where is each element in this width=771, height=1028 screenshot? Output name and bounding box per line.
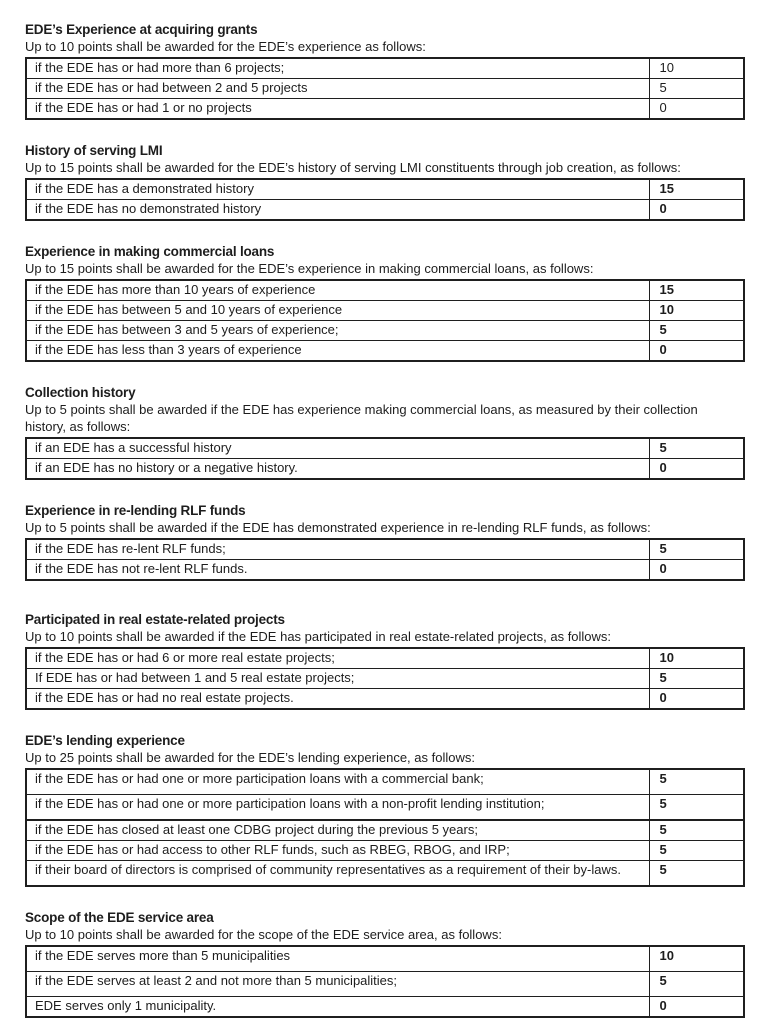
criteria-cell: if the EDE has not re-lent RLF funds. <box>26 560 649 581</box>
criteria-table <box>25 538 745 581</box>
section-heading: Scope of the EDE service area <box>25 910 214 925</box>
points-cell: 0 <box>649 459 744 480</box>
criteria-cell: if the EDE has no demonstrated history <box>26 200 649 221</box>
table-row <box>26 459 744 480</box>
points-cell: 5 <box>649 438 744 459</box>
section-description-line-1: Up to 5 points shall be awarded if the EDE has experience making commercial loans, as measured by their collection <box>25 402 698 417</box>
points-cell: 0 <box>649 99 744 120</box>
points-cell: 15 <box>649 179 744 200</box>
section-lending-experience <box>25 732 745 887</box>
points-cell: 0 <box>649 689 744 710</box>
section-heading: Experience in re-lending RLF funds <box>25 503 246 518</box>
points-cell: 5 <box>649 769 744 795</box>
table-row <box>26 648 744 669</box>
criteria-table <box>25 647 745 710</box>
criteria-cell: if the EDE has or had access to other RLF funds, such as RBEG, RBOG, and IRP; <box>26 841 649 861</box>
criteria-table <box>25 57 745 120</box>
criteria-cell: if the EDE serves more than 5 municipalities <box>26 946 649 972</box>
section-heading: Collection history <box>25 385 136 400</box>
section-service-area-scope <box>25 909 745 1018</box>
criteria-table <box>25 768 745 887</box>
section-heading: EDE’s Experience at acquiring grants <box>25 22 258 37</box>
table-row <box>26 179 744 200</box>
table-row <box>26 946 744 972</box>
points-cell: 0 <box>649 560 744 581</box>
section-description: Up to 15 points shall be awarded for the EDE’s experience in making commercial loans, as follows: <box>25 261 594 276</box>
table-row <box>26 841 744 861</box>
table-row <box>26 861 744 887</box>
criteria-cell: if the EDE has or had no real estate projects. <box>26 689 649 710</box>
criteria-cell: if an EDE has no history or a negative history. <box>26 459 649 480</box>
points-cell: 0 <box>649 341 744 362</box>
criteria-cell: if the EDE serves at least 2 and not more than 5 municipalities; <box>26 972 649 997</box>
points-cell: 5 <box>649 972 744 997</box>
points-cell: 5 <box>649 795 744 821</box>
table-row <box>26 79 744 99</box>
criteria-cell: EDE serves only 1 municipality. <box>26 997 649 1018</box>
table-row <box>26 972 744 997</box>
section-heading: History of serving LMI <box>25 143 163 158</box>
criteria-cell: if the EDE has between 5 and 10 years of experience <box>26 301 649 321</box>
table-row <box>26 769 744 795</box>
criteria-table <box>25 437 745 480</box>
section-description: Up to 10 points shall be awarded for the EDE’s experience as follows: <box>25 39 426 54</box>
points-cell: 10 <box>649 58 744 79</box>
criteria-table <box>25 945 745 1018</box>
table-row <box>26 301 744 321</box>
points-cell: 5 <box>649 321 744 341</box>
criteria-cell: if the EDE has re-lent RLF funds; <box>26 539 649 560</box>
points-cell: 10 <box>649 301 744 321</box>
table-row <box>26 689 744 710</box>
table-row <box>26 99 744 120</box>
table-row <box>26 280 744 301</box>
criteria-table <box>25 178 745 221</box>
criteria-cell: if the EDE has or had between 2 and 5 projects <box>26 79 649 99</box>
points-cell: 5 <box>649 841 744 861</box>
points-cell: 5 <box>649 669 744 689</box>
table-row <box>26 321 744 341</box>
criteria-cell: if the EDE has less than 3 years of experience <box>26 341 649 362</box>
criteria-cell: if the EDE has or had 1 or no projects <box>26 99 649 120</box>
points-cell: 10 <box>649 648 744 669</box>
criteria-cell: if the EDE has or had one or more participation loans with a commercial bank; <box>26 769 649 795</box>
table-row <box>26 539 744 560</box>
section-rlf-relending-experience <box>25 502 745 581</box>
points-cell: 0 <box>649 200 744 221</box>
table-row <box>26 200 744 221</box>
criteria-cell: if the EDE has closed at least one CDBG project during the previous 5 years; <box>26 820 649 841</box>
criteria-table <box>25 279 745 362</box>
section-description-line-2: history, as follows: <box>25 419 131 434</box>
criteria-cell: if their board of directors is comprised of community representatives as a requirement of their by-laws. <box>26 861 649 887</box>
section-heading: EDE’s lending experience <box>25 733 185 748</box>
table-row <box>26 438 744 459</box>
points-cell: 5 <box>649 820 744 841</box>
criteria-cell: if the EDE has or had more than 6 projects; <box>26 58 649 79</box>
points-cell: 5 <box>649 861 744 887</box>
criteria-cell: if the EDE has more than 10 years of experience <box>26 280 649 301</box>
criteria-cell: if the EDE has a demonstrated history <box>26 179 649 200</box>
table-row <box>26 560 744 581</box>
criteria-cell: if an EDE has a successful history <box>26 438 649 459</box>
section-heading: Participated in real estate-related projects <box>25 612 285 627</box>
criteria-cell: if the EDE has or had one or more participation loans with a non-profit lending institution; <box>26 795 649 821</box>
table-row <box>26 341 744 362</box>
points-cell: 5 <box>649 539 744 560</box>
points-cell: 15 <box>649 280 744 301</box>
table-row <box>26 820 744 841</box>
section-collection-history <box>25 384 745 480</box>
table-row <box>26 669 744 689</box>
section-commercial-loans-experience <box>25 243 745 362</box>
table-row <box>26 58 744 79</box>
section-description: Up to 10 points shall be awarded for the scope of the EDE service area, as follows: <box>25 927 502 942</box>
points-cell: 10 <box>649 946 744 972</box>
section-lmi-history <box>25 142 745 221</box>
table-row <box>26 997 744 1018</box>
section-grants-experience <box>25 21 745 120</box>
table-row <box>26 795 744 821</box>
section-description: Up to 15 points shall be awarded for the EDE’s history of serving LMI constituents through job creation, as follows: <box>25 160 681 175</box>
section-description: Up to 5 points shall be awarded if the EDE has demonstrated experience in re-lending RLF funds, as follows: <box>25 520 651 535</box>
section-real-estate-projects <box>25 611 745 710</box>
criteria-cell: if the EDE has between 3 and 5 years of experience; <box>26 321 649 341</box>
points-cell: 0 <box>649 997 744 1018</box>
section-description: Up to 10 points shall be awarded if the EDE has participated in real estate-related projects, as follows: <box>25 629 612 644</box>
criteria-cell: if the EDE has or had 6 or more real estate projects; <box>26 648 649 669</box>
section-heading: Experience in making commercial loans <box>25 244 275 259</box>
section-description: Up to 25 points shall be awarded for the EDE’s lending experience, as follows: <box>25 750 475 765</box>
criteria-cell: If EDE has or had between 1 and 5 real estate projects; <box>26 669 649 689</box>
points-cell: 5 <box>649 79 744 99</box>
